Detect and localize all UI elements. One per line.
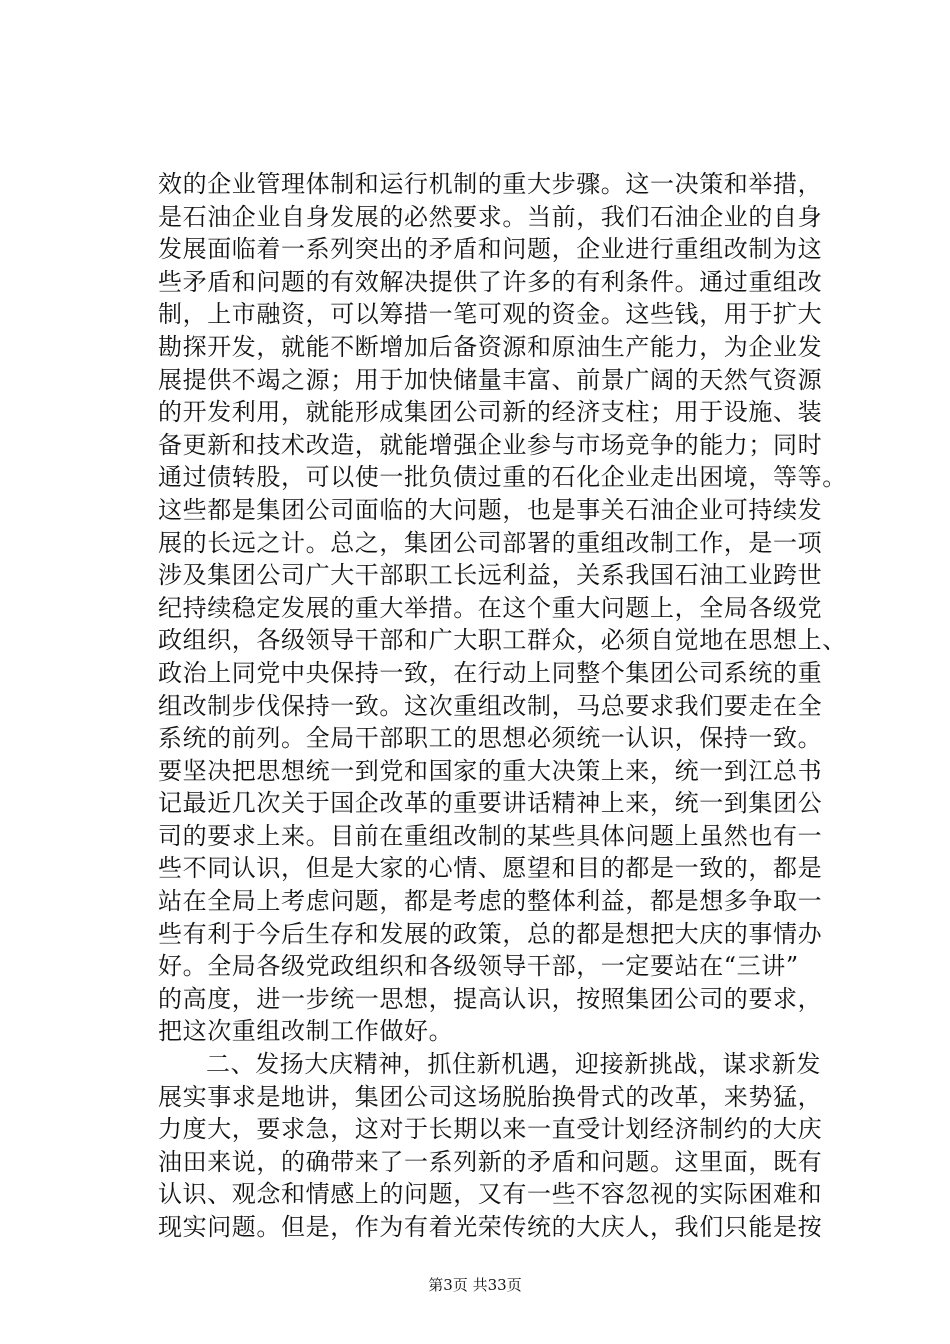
- text-line: 些有利于今后生存和发展的政策，总的都是想把大庆的事情办: [158, 919, 823, 948]
- text-line: 是石油企业自身发展的必然要求。当前，我们石油企业的自身: [158, 202, 823, 231]
- text-line: 展提供不竭之源；用于加快储量丰富、前景广阔的天然气资源: [158, 365, 823, 394]
- text-line: 油田来说，的确带来了一系列新的矛盾和问题。这里面，既有: [158, 1147, 823, 1176]
- text-line: 政治上同党中央保持一致，在行动上同整个集团公司系统的重: [158, 658, 823, 687]
- text-line: 司的要求上来。目前在重组改制的某些具体问题上虽然也有一: [158, 821, 823, 850]
- text-line: 要坚决把思想统一到党和国家的重大决策上来，统一到江总书: [158, 756, 823, 785]
- text-line: 现实问题。但是，作为有着光荣传统的大庆人，我们只能是按: [158, 1213, 823, 1241]
- text-line: 的开发利用，就能形成集团公司新的经济支柱；用于设施、装: [158, 398, 823, 427]
- text-line: 这些都是集团公司面临的大问题，也是事关石油企业可持续发: [158, 495, 823, 524]
- text-line: 勘探开发，就能不断增加后备资源和原油生产能力，为企业发: [158, 332, 823, 361]
- text-line: 效的企业管理体制和运行机制的重大步骤。这一决策和举措，: [158, 170, 823, 198]
- text-line: 站在全局上考虑问题，都是考虑的整体利益，都是想多争取一: [158, 887, 823, 916]
- text-line: 发展面临着一系列突出的矛盾和问题，企业进行重组改制为这: [158, 235, 823, 264]
- text-line: 些矛盾和问题的有效解决提供了许多的有利条件。通过重组改: [158, 267, 823, 296]
- text-line: 展的长远之计。总之，集团公司部署的重组改制工作，是一项: [158, 528, 823, 557]
- text-line: 把这次重组改制工作做好。: [158, 1017, 454, 1046]
- text-line: 涉及集团公司广大干部职工长远利益，关系我国石油工业跨世: [158, 561, 823, 590]
- text-line: 政组织，各级领导干部和广大职工群众，必须自觉地在思想上、: [158, 626, 847, 655]
- text-line: 纪持续稳定发展的重大举措。在这个重大问题上，全局各级党: [158, 593, 823, 622]
- text-line: 通过债转股，可以使一批负债过重的石化企业走出困境，等等。: [158, 463, 847, 492]
- page-number-footer: 第3页 共33页: [428, 1276, 522, 1294]
- text-line: 记最近几次关于国企改革的重要讲话精神上来，统一到集团公: [158, 789, 823, 818]
- text-line: 备更新和技术改造，就能增强企业参与市场竞争的能力；同时: [158, 430, 823, 459]
- text-line: 好。全局各级党政组织和各级领导干部，一定要站在“三讲”: [158, 952, 799, 981]
- text-line: 制，上市融资，可以筹措一笔可观的资金。这些钱，用于扩大: [158, 300, 823, 329]
- body-text: [158, 168, 847, 1244]
- text-line: 的高度，进一步统一思想，提高认识，按照集团公司的要求，: [158, 984, 823, 1013]
- text-line: 组改制步伐保持一致。这次重组改制，马总要求我们要走在全: [158, 691, 823, 720]
- section-heading-line: 二、发扬大庆精神，抓住新机遇，迎接新挑战，谋求新发: [206, 1050, 821, 1079]
- text-line: 展实事求是地讲，集团公司这场脱胎换骨式的改革，来势猛，: [158, 1082, 823, 1111]
- text-line: 些不同认识，但是大家的心情、愿望和目的都是一致的，都是: [158, 854, 823, 883]
- text-line: 认识、观念和情感上的问题，又有一些不容忽视的实际困难和: [158, 1180, 823, 1209]
- text-line: 系统的前列。全局干部职工的思想必须统一认识，保持一致。: [158, 724, 823, 753]
- text-line: 力度大，要求急，这对于长期以来一直受计划经济制约的大庆: [158, 1115, 823, 1144]
